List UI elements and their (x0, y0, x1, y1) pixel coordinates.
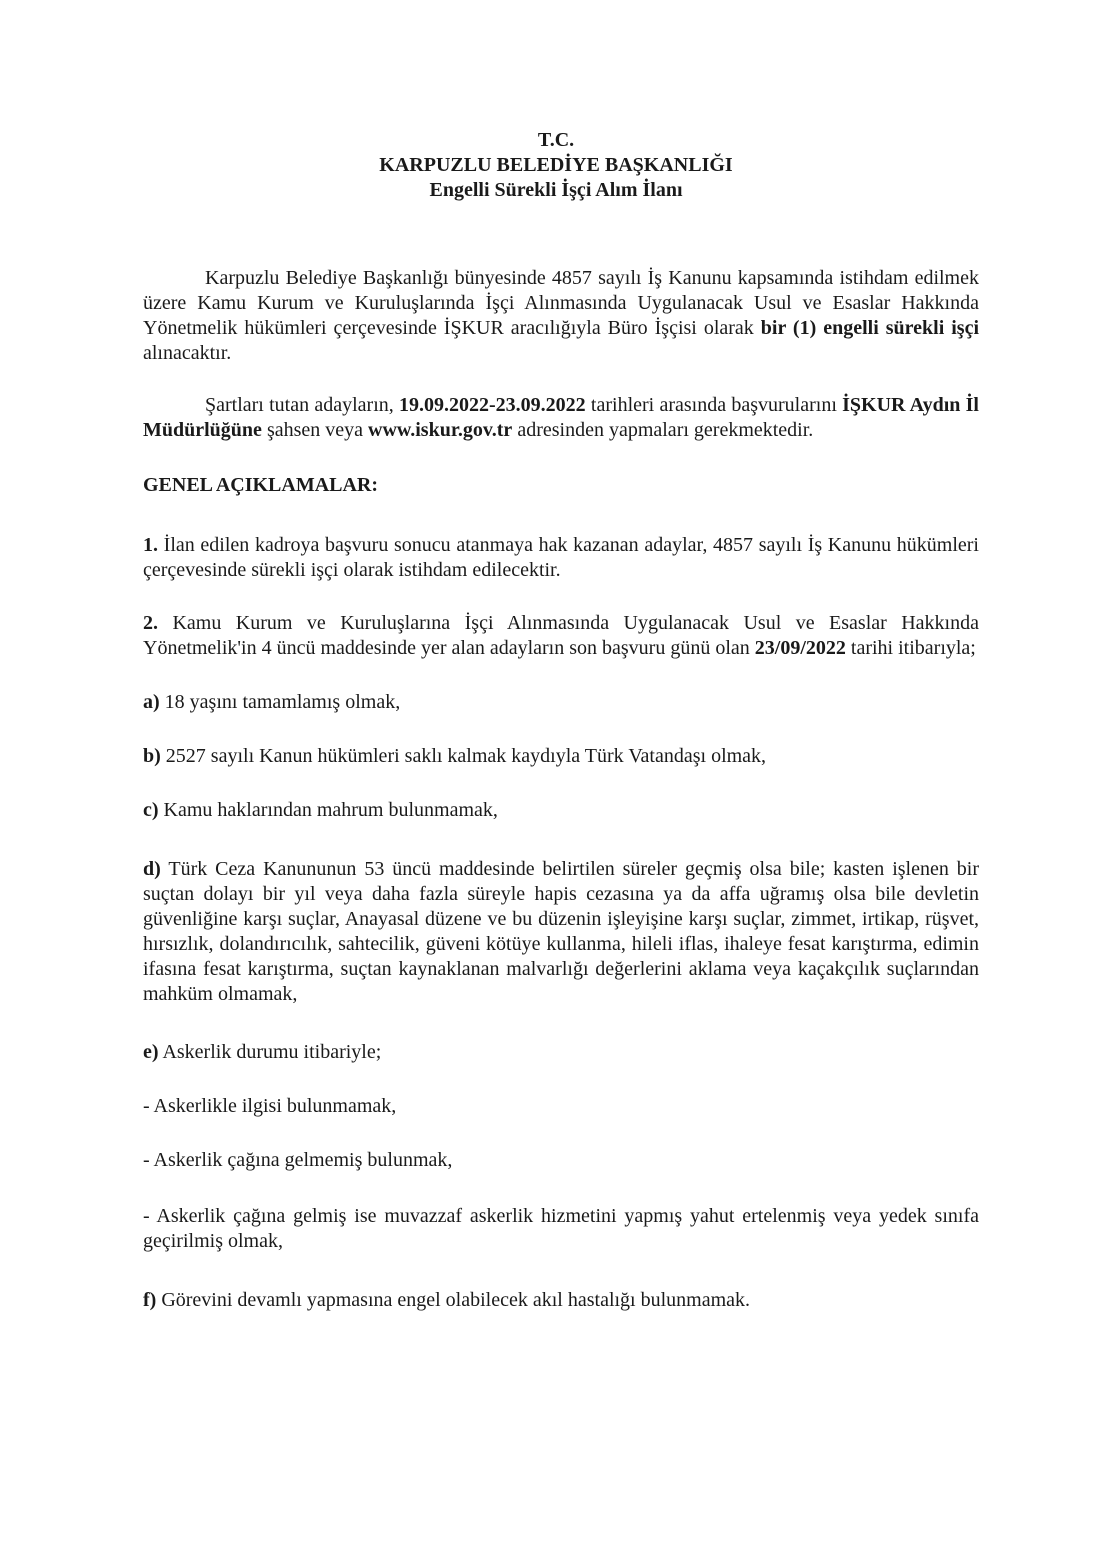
sub-item-a-label: a) (143, 691, 160, 713)
sub-item-f-text: Görevini devamlı yapmasına engel olabilecek akıl hastalığı bulunmamak. (156, 1289, 751, 1311)
application-paragraph (143, 393, 979, 443)
header-institution: KARPUZLU BELEDİYE BAŞKANLIĞI (379, 154, 733, 176)
sub-item-d-label: d) (143, 858, 161, 880)
item-1 (143, 533, 979, 583)
application-dates: 19.09.2022-23.09.2022 (399, 394, 586, 416)
item-2-text-2: tarihi itibarıyla; (845, 637, 976, 659)
general-heading: GENEL AÇIKLAMALAR: (143, 474, 379, 496)
sub-item-f-label: f) (143, 1289, 157, 1311)
military-item-3: - Askerlik çağına gelmiş ise muvazzaf askerlik hizmetini yapmış yahut ertelenmiş veya yedek sınıfa geçirilmiş olmak, (143, 1205, 979, 1252)
document-header (133, 0, 979, 203)
military-item-1: - Askerlikle ilgisi bulunmamak, (143, 1095, 397, 1117)
application-text-1: Şartları tutan adayların, (205, 394, 400, 416)
application-office: İŞKUR Aydın İl Müdürlüğüne (143, 394, 979, 441)
header-announcement-title: Engelli Sürekli İşçi Alım İlanı (429, 179, 683, 201)
application-text-3: şahsen veya (261, 419, 369, 441)
item-2-date: 23/09/2022 (754, 637, 846, 659)
sub-item-b-text: 2527 sayılı Kanun hükümleri saklı kalmak kaydıyla Türk Vatandaşı olmak, (160, 745, 767, 767)
sub-item-e-text: Askerlik durumu itibariyle; (158, 1041, 382, 1063)
sub-item-d (143, 857, 979, 1007)
sub-item-e (143, 1040, 979, 1065)
sub-item-b (143, 744, 979, 769)
sub-item-f (143, 1288, 979, 1313)
item-2-text: Kamu Kurum ve Kuruluşlarına İşçi Alınmasında Uygulanacak Usul ve Esaslar Hakkında Yönetmelik'in 4 üncü maddesinde yer alan adayların son başvuru günü olan (143, 612, 979, 659)
application-text-4: adresinden yapmaları gerekmektedir. (512, 419, 814, 441)
intro-text-1: Karpuzlu Belediye Başkanlığı bünyesinde 4857 sayılı İş Kanunu kapsamında istihdam edilmek üzere Kamu Kurum ve Kuruluşlarında İşçi Alınmasında Uygulanacak Usul ve Esaslar Hakkında Yönetmelik hükümleri çerçevesinde İŞKUR aracılığıyla Büro İşçisi olarak (143, 267, 979, 339)
intro-paragraph (143, 266, 979, 366)
sub-item-a-text: 18 yaşını tamamlamış olmak, (159, 691, 401, 713)
sub-item-c-text: Kamu haklarından mahrum bulunmamak, (158, 799, 498, 821)
application-website: www.iskur.gov.tr (368, 419, 513, 441)
item-1-number: 1. (143, 534, 158, 556)
sub-item-a (143, 690, 979, 715)
sub-item-c (143, 798, 979, 823)
header-tc: T.C. (537, 129, 575, 151)
sub-item-c-label: c) (143, 799, 159, 821)
military-item-2: - Askerlik çağına gelmemiş bulunmak, (143, 1149, 453, 1171)
sub-item-d-text: Türk Ceza Kanununun 53 üncü maddesinde belirtilen süreler geçmiş olsa bile; kasten işlenen bir suçtan dolayı bir yıl veya daha fazla süreyle hapis cezasına ya da affa uğramış olsa bile devletin güvenliğine karşı suçlar, Anayasal düzene ve bu düzenin işleyişine karşı suçlar, zimmet, irtikap, rüşvet, hırsızlık, dolandırıcılık, sahtecilik, güveni kötüye kullanma, hileli iflas, ihaleye fesat karıştırma, edimin ifasına fesat karıştırma, suçtan kaynaklanan malvarlığı değerlerini aklama veya kaçakçılık suçlarından mahküm olmamak, (143, 858, 979, 1005)
item-2-number: 2. (143, 612, 158, 634)
intro-text-2: alınacaktır. (143, 342, 232, 364)
item-1-text: İlan edilen kadroya başvuru sonucu atanmaya hak kazanan adaylar, 4857 sayılı İş Kanunu hükümleri çerçevesinde sürekli işçi olarak istihdam edilecektir. (143, 534, 979, 581)
sub-item-b-label: b) (143, 745, 161, 767)
item-2 (143, 611, 979, 661)
intro-bold-position: bir (1) engelli sürekli işçi (760, 317, 979, 339)
sub-item-e-label: e) (143, 1041, 159, 1063)
application-text-2: tarihleri arasında başvurularını (585, 394, 843, 416)
